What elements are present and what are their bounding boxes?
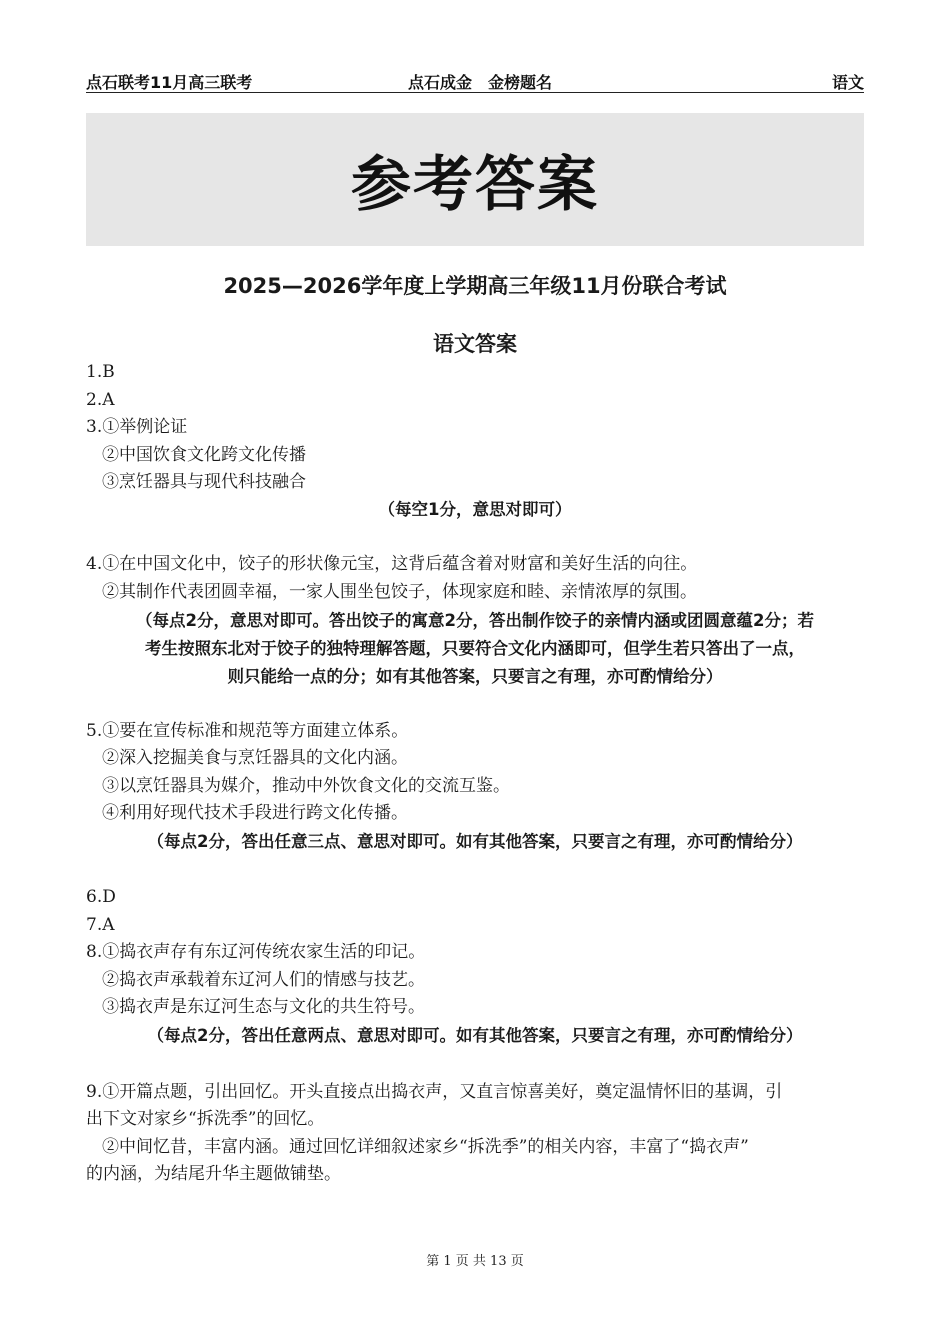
- answer-q8-line1: 8.①捣衣声存有东辽河传统农家生活的印记。: [86, 942, 426, 962]
- page-footer: 第 1 页 共 13 页: [426, 1254, 524, 1269]
- header-subject: 语文: [831, 73, 864, 92]
- title-banner: [86, 113, 864, 246]
- answer-q7: 7.A: [86, 915, 115, 935]
- answer-q1: 1.B: [86, 362, 115, 382]
- answer-q4-line2: ②其制作代表团圆幸福，一家人围坐包饺子，体现家庭和睦、亲情浓厚的氛围。: [102, 582, 697, 602]
- answer-q2: 2.A: [86, 390, 115, 410]
- answer-q5-line3: ③以烹饪器具为媒介，推动中外饮食文化的交流互鉴。: [102, 776, 510, 796]
- header-center: 点石成金 金榜题名: [408, 73, 553, 92]
- answer-q8-line2: ②捣衣声承载着东辽河人们的情感与技艺。: [102, 970, 425, 990]
- answer-q5-line1: 5.①要在宣传标准和规范等方面建立体系。: [86, 721, 409, 741]
- scoring-note-q4-line1: （每点2分，意思对即可。答出饺子的寓意2分，答出制作饺子的亲情内涵或团圆意蕴2分；若: [136, 611, 814, 630]
- answer-subtitle: 语文答案: [433, 332, 517, 356]
- scoring-note-q4-line2: 考生按照东北对于饺子的独特理解答题，只要符合文化内涵即可，但学生若只答出了一点，: [145, 639, 805, 658]
- page-header: [86, 64, 864, 93]
- header-left: 点石联考11月高三联考: [86, 73, 253, 92]
- scoring-note-q3: （每空1分，意思对即可）: [378, 500, 572, 519]
- answer-q9-para1-line2: 出下文对家乡“拆洗季”的回忆。: [86, 1109, 325, 1129]
- answer-q3-line1: 3.①举例论证: [86, 417, 188, 437]
- answer-q4-line1: 4.①在中国文化中，饺子的形状像元宝，这背后蕴含着对财富和美好生活的向往。: [86, 554, 698, 574]
- answer-q5-line4: ④利用好现代技术手段进行跨文化传播。: [102, 803, 408, 823]
- exam-title: 2025—2026学年度上学期高三年级11月份联合考试: [223, 274, 727, 298]
- scoring-note-q4-line3: 则只能给一点的分；如有其他答案，只要言之有理，亦可酌情给分）: [227, 667, 723, 686]
- answer-q9-para2-line2: 的内涵，为结尾升华主题做铺垫。: [86, 1164, 341, 1184]
- answer-q6: 6.D: [86, 887, 116, 907]
- answer-q9-para2-line1: ②中间忆昔，丰富内涵。通过回忆详细叙述家乡“拆洗季”的相关内容，丰富了“捣衣声”: [102, 1137, 749, 1157]
- answer-q3-line3: ③烹饪器具与现代科技融合: [102, 472, 306, 492]
- answer-q3-line2: ②中国饮食文化跨文化传播: [102, 445, 306, 465]
- banner-title: 参考答案: [351, 149, 599, 220]
- answer-q8-line3: ③捣衣声是东辽河生态与文化的共生符号。: [102, 997, 425, 1017]
- scoring-note-q8: （每点2分，答出任意两点、意思对即可。如有其他答案，只要言之有理，亦可酌情给分）: [147, 1026, 803, 1045]
- answer-q5-line2: ②深入挖掘美食与烹饪器具的文化内涵。: [102, 748, 408, 768]
- scoring-note-q5: （每点2分，答出任意三点、意思对即可。如有其他答案，只要言之有理，亦可酌情给分）: [147, 832, 803, 851]
- answer-q9-para1-line1: 9.①开篇点题，引出回忆。开头直接点出捣衣声，又直言惊喜美好，奠定温情怀旧的基调，引: [86, 1082, 783, 1102]
